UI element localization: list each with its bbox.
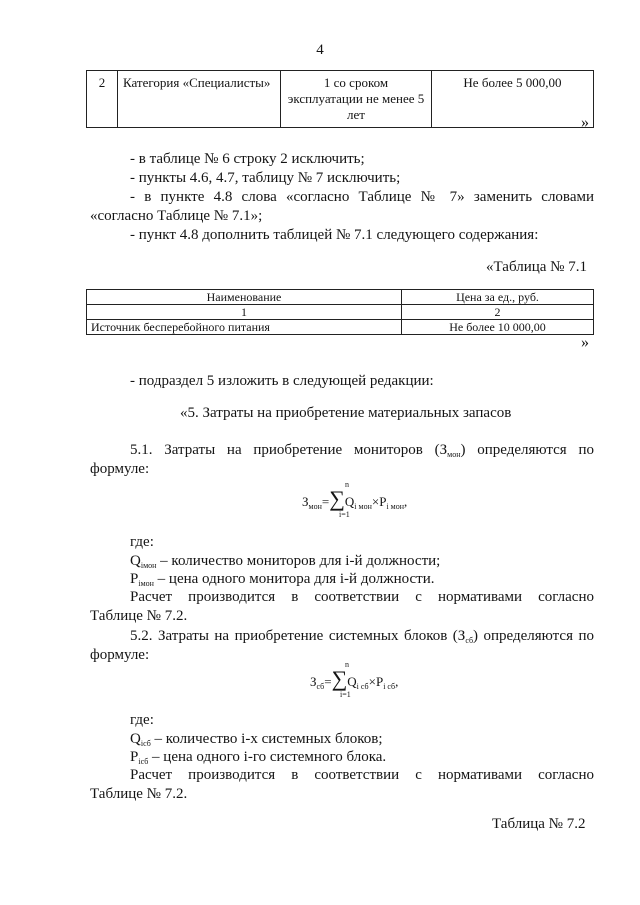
col-number-1: 1 [87,305,402,320]
header-price: Цена за ед., руб. [402,290,594,305]
table-7-1 [86,289,594,335]
table-row [87,71,594,128]
para-5-2-cont: формуле: [90,647,150,663]
table72-caption: Таблица № 7.2 [492,816,586,832]
cell-num: 2 [87,71,118,128]
table-row [87,320,594,335]
definition-q-system-units: $Q_{iсб}$ – количество i-х системных блоков; [130,731,383,748]
table-header-row [87,290,594,305]
header-name: Наименование [87,290,402,305]
where-label: где: [130,712,154,728]
section-title: «5. Затраты на приобретение материальных запасов [180,405,512,421]
cell-price: Не более 5 000,00 [432,71,594,128]
definition-p-system-units: $P_{iсб}$ – цена одного i-го системного блока. [130,749,387,766]
item-4: - пункт 4.8 дополнить таблицей № 7.1 следующего содержания: [130,227,539,243]
cell-service: 1 со сроком эксплуатации не менее 5 лет [281,71,432,128]
calc-note-1: Расчет производится в соответствии с нормативами согласно [130,589,594,605]
table71-caption: «Таблица № 7.1 [486,259,587,275]
cell-name: Источник бесперебойного питания [87,320,402,335]
para-5-1-cont: формуле: [90,461,150,477]
item-3-cont: «согласно Таблице № 7.1»; [90,208,263,224]
para-5-1: 5.1. Затраты на приобретение мониторов $(З_{мон})$ определяются по [130,442,594,459]
close-quote: » [581,114,589,131]
item-1: - в таблице № 6 строку 2 исключить; [130,151,365,167]
table-number-row [87,305,594,320]
where-label: где: [130,534,154,550]
calc-note-2-cont: Таблице № 7.2. [90,786,188,802]
definition-p-monitors: $P_{iмон}$ – цена одного монитора для i-й должности. [130,571,435,588]
cell-category: Категория «Специалисты» [118,71,281,128]
calc-note-1-cont: Таблице № 7.2. [90,608,188,624]
item-3: - в пункте 4.8 слова «согласно Таблице № 7» заменить словами [130,189,594,205]
para-5-2: 5.2. Затраты на приобретение системных блоков $(З_{сб})$ определяются по [130,628,594,645]
calc-note-2: Расчет производится в соответствии с нормативами согласно [130,767,594,783]
page-number: 4 [316,42,324,58]
close-quote: » [581,334,589,351]
item-2: - пункты 4.6, 4.7, таблицу № 7 исключить; [130,170,401,186]
table-top [86,70,594,128]
subsection-intro: - подраздел 5 изложить в следующей редакции: [130,373,434,389]
cell-price: Не более 10 000,00 [402,320,594,335]
definition-q-monitors: $Q_{iмон}$ – количество мониторов для i-й должности; [130,553,441,570]
col-number-2: 2 [402,305,594,320]
